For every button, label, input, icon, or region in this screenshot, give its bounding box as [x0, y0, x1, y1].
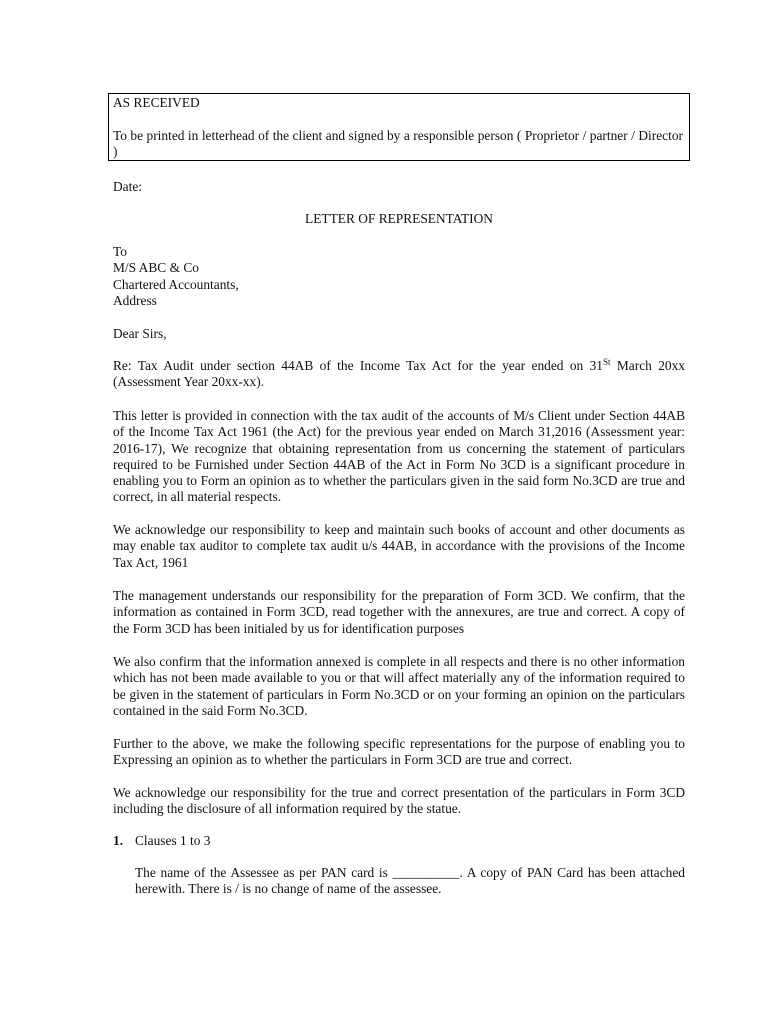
- subject-suffix: March 20xx (Assessment Year 20xx-xx).: [113, 358, 686, 390]
- notice-box: [108, 93, 690, 161]
- subject-prefix: Re: Tax Audit under section 44AB of the Income Tax Act for the year ended on 31: [113, 358, 604, 373]
- subject-line: [113, 358, 685, 391]
- addressee-profession: Chartered Accountants,: [113, 276, 239, 292]
- paragraph-presentation-responsibility: We acknowledge our responsibility for the true and correct presentation of the particulars in Form 3CD including the disclosure of all information required by the statue.: [113, 785, 685, 817]
- paragraph-management-responsibility: The management understands our responsibility for the preparation of Form 3CD. We confirm, that the information as contained in Form 3CD, read together with the annexures, are true and correct. A copy of the Form 3CD has been initialed by us for identification purposes: [113, 588, 685, 636]
- paragraph-specific-representations: Further to the above, we make the following specific representations for the purpose of enabling you to Expressing an opinion as to whether the particulars in Form 3CD are true and correct.: [113, 736, 685, 768]
- addressee-block: [113, 244, 685, 309]
- notice-instruction: To be printed in letterhead of the client and signed by a responsible person ( Proprietor / partner / Director ): [113, 128, 683, 160]
- letter-title: LETTER OF REPRESENTATION: [305, 211, 493, 226]
- paragraph-books-of-account: We acknowledge our responsibility to keep and maintain such books of account and other documents as may enable tax auditor to complete tax audit u/s 44AB, in accordance with the provisions of the Income Tax Act, 1961: [113, 522, 685, 570]
- item-number: 1.: [113, 833, 124, 848]
- notice-heading: AS RECEIVED: [113, 95, 200, 110]
- subject-superscript: St: [603, 357, 611, 367]
- addressee-address: Address: [113, 292, 157, 308]
- item-title: Clauses 1 to 3: [135, 833, 211, 848]
- item-body: The name of the Assessee as per PAN card is __________. A copy of PAN Card has been attached herewith. There is / is no change of name of the assessee.: [135, 865, 685, 897]
- paragraph-context: This letter is provided in connection with the tax audit of the accounts of M/s Client under Section 44AB of the Income Tax Act 1961 (the Act) for the previous year ended on March 31,2016 (Assessment year: 2016-17), We recognize that obtaining representation from us concerning the statement of particulars required to be Furnished under Section 44AB of the Act in Form No 3CD is a significant procedure in enabling you to Form an opinion as to whether the particulars given in the said form No.3CD are true and correct, in all material respects.: [113, 408, 685, 505]
- addressee-firm: M/S ABC & Co: [113, 260, 199, 276]
- paragraph-information-complete: We also confirm that the information annexed is complete in all respects and there is no other information which has not been made available to you or that will affect materially any of the information required to be given in the statement of particulars in Form No.3CD or on your forming an opinion on the particulars contained in the said Form No.3CD.: [113, 654, 685, 718]
- date-label: Date:: [113, 179, 142, 194]
- salutation: Dear Sirs,: [113, 326, 167, 341]
- addressee-to: To: [113, 244, 127, 259]
